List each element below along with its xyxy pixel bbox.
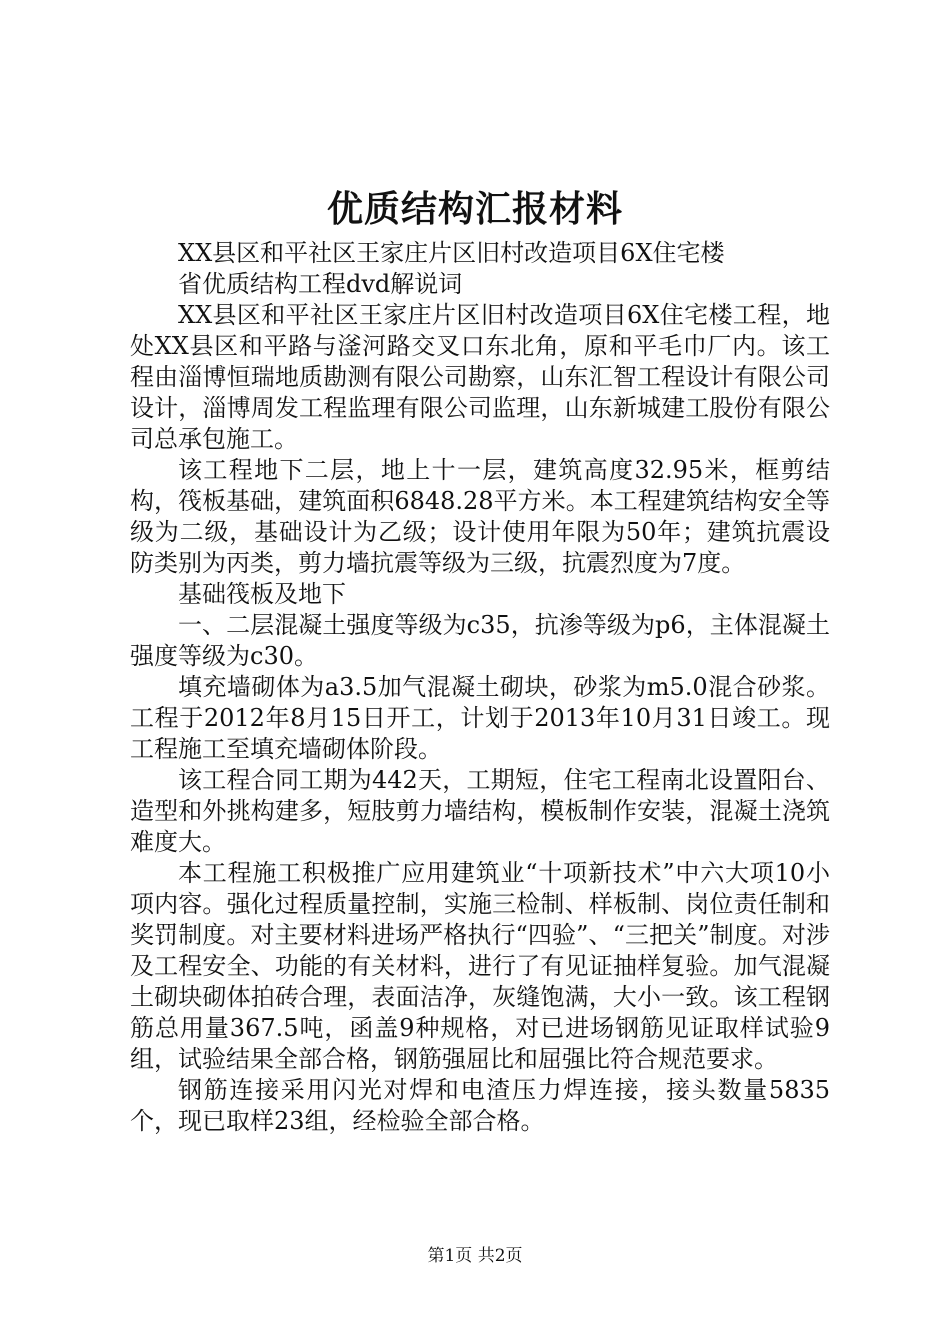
paragraph-concrete-grade: 一、二层混凝土强度等级为c35，抗渗等级为p6，主体混凝土强度等级为c30。 [130, 611, 830, 670]
paragraph-infill-wall: 填充墙砌体为a3.5加气混凝土砌块，砂浆为m5.0混合砂浆。工程于2012年8月15日开工，计划于2013年10月31日竣工。现工程施工至填充墙砌体阶段。 [130, 673, 830, 763]
paragraph-structure: 该工程地下二层，地上十一层，建筑高度32.95米，框剪结构，筏板基础，建筑面积6848.28平方米。本工程建筑结构安全等级为二级，基础设计为乙级；设计使用年限为50年；建筑抗震设防类别为丙类，剪力墙抗震等级为三级，抗震烈度为7度。 [130, 456, 830, 577]
paragraph-location: XX县区和平社区王家庄片区旧村改造项目6X住宅楼工程，地处XX县区和平路与滏河路交叉口东北角，原和平毛巾厂内。该工程由淄博恒瑞地质勘测有限公司勘察，山东汇智工程设计有限公司设计，淄博周发工程监理有限公司监理，山东新城建工股份有限公司总承包施工。 [130, 301, 830, 453]
paragraph-foundation-heading: 基础筏板及地下 [178, 580, 346, 608]
paragraph-schedule: 该工程合同工期为442天，工期短，住宅工程南北设置阳台、造型和外挑构建多，短肢剪力墙结构，模板制作安装，混凝土浇筑难度大。 [130, 766, 830, 856]
paragraph-subtitle: 省优质结构工程dvd解说词 [178, 270, 463, 298]
document-title: 优质结构汇报材料 [326, 188, 623, 230]
paragraph-project-name: XX县区和平社区王家庄片区旧村改造项目6X住宅楼 [178, 239, 725, 267]
document-body [130, 238, 830, 1137]
page-footer: 第1页 共2页 [427, 1246, 523, 1266]
paragraph-rebar-connection: 钢筋连接采用闪光对焊和电渣压力焊连接，接头数量5835个，现已取样23组，经检验全部合格。 [130, 1076, 830, 1135]
paragraph-new-technology: 本工程施工积极推广应用建筑业“十项新技术”中六大项10小项内容。强化过程质量控制，实施三检制、样板制、岗位责任制和奖罚制度。对主要材料进场严格执行“四验”、“三把关”制度。对涉及工程安全、功能的有关材料，进行了有见证抽样复验。加气混凝土砌块砌体拍砖合理，表面洁净，灰缝饱满，大小一致。该工程钢筋总用量367.5吨，函盖9种规格，对已进场钢筋见证取样试验9组，试验结果全部合格，钢筋强屈比和屈强比符合规范要求。 [130, 859, 830, 1073]
